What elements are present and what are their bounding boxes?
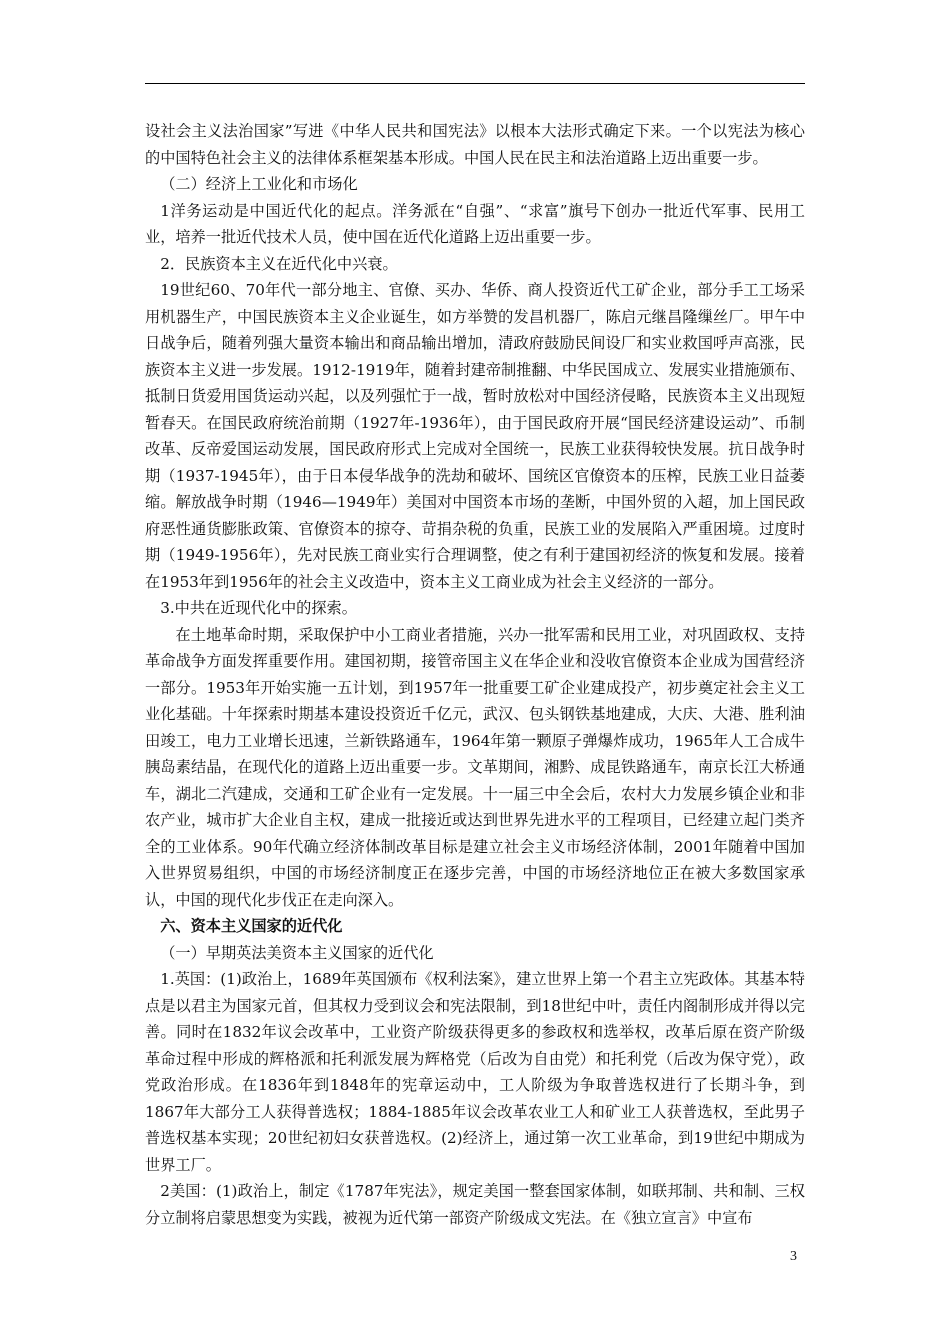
paragraph-westernization: 1洋务运动是中国近代化的起点。洋务派在“自强”、“求富”旗号下创办一批近代军事、民用工业，培养一批近代技术人员，使中国在近代化道路上迈出重要一步。 — [145, 201, 805, 246]
section-heading-economy: （二）经济上工业化和市场化 — [160, 175, 358, 193]
paragraph-1: 设社会主义法治国家”写进《中华人民共和国宪法》以根本大法形式确定下来。一个以宪法为核心的中国特色社会主义的法律体系框架基本形成。中国人民在民主和法治道路上迈出重要一步。 — [145, 122, 805, 167]
subheading-national-capitalism: 2．民族资本主义在近代化中兴衰。 — [160, 254, 398, 273]
page-number: 3 — [790, 1249, 797, 1264]
subheading-early-capitalist: （一）早期英法美资本主义国家的近代化 — [160, 943, 434, 962]
body-text — [145, 118, 805, 1231]
header-rule — [145, 83, 805, 84]
paragraph-usa: 2美国：(1)政治上，制定《1787年宪法》，规定美国一整套国家体制，如联邦制、共和制、三权分立制将启蒙思想变为实践，被视为近代第一部资产阶级成文宪法。在《独立宣言》中宣布 — [145, 1182, 805, 1227]
paragraph-ccp-exploration: 在土地革命时期，采取保护中小工商业者措施，兴办一批军需和民用工业，对巩固政权、支持革命战争方面发挥重要作用。建国初期，接管帝国主义在华企业和没收官僚资本企业成为国营经济一部分。1953年开始实施一五计划，到1957年一批重要工矿企业建成投产，初步奠定社会主义工业化基础。十年探索时期基本建设投资近千亿元，武汉、包头钢铁基地建成，大庆、大港、胜利油田竣工，电力工业增长迅速，兰新铁路通车，1964年第一颗原子弹爆炸成功，1965年人工合成牛胰岛素结晶，在现代化的道路上迈出重要一步。文革期间，湘黔、成昆铁路通车，南京长江大桥通车，湖北二汽建成，交通和工矿企业有一定发展。十一届三中全会后，农村大力发展乡镇企业和非农产业，城市扩大企业自主权，建成一批接近或达到世界先进水平的工程项目，已经建立起门类齐全的工业体系。90年代确立经济体制改革目标是建立社会主义市场经济体制，2001年随着中国加入世界贸易组织，中国的市场经济制度正在逐步完善，中国的市场经济地位正在被大多数国家承认，中国的现代化步伐正在走向深入。 — [145, 625, 805, 909]
subheading-ccp-exploration: 3.中共在近现代化中的探索。 — [160, 599, 357, 617]
paragraph-britain: 1.英国：(1)政治上，1689年英国颁布《权利法案》，建立世界上第一个君主立宪政体。其基本特点是以君主为国家元首，但其权力受到议会和宪法限制，到18世纪中叶，责任内阁制形成并得以完善。同时在1832年议会改革中，工业资产阶级获得更多的参政权和选举权，改革后原在资产阶级革命过程中形成的辉格派和托利派发展为辉格党（后改为自由党）和托利党（后改为保守党），政党政治形成。在1836年到1848年的宪章运动中，工人阶级为争取普选权进行了长期斗争，到1867年大部分工人获得普选权；1884-1885年议会改革农业工人和矿业工人获普选权，至此男子普选权基本实现；20世纪初妇女获普选权。(2)经济上，通过第一次工业革命，到19世纪中期成为世界工厂。 — [145, 970, 805, 1174]
paragraph-national-capitalism: 19世纪60、70年代一部分地主、官僚、买办、华侨、商人投资近代工矿企业，部分手工工场采用机器生产，中国民族资本主义企业诞生，如方举赞的发昌机器厂，陈启元继昌隆缫丝厂。甲午中日战争后，随着列强大量资本输出和商品输出增加，清政府鼓励民间设厂和实业救国呼声高涨，民族资本主义进一步发展。1912-1919年，随着封建帝制推翻、中华民国成立、发展实业措施颁布、抵制日货爱用国货运动兴起，以及列强忙于一战，暂时放松对中国经济侵略，民族资本主义出现短暂春天。在国民政府统治前期（1927年-1936年），由于国民政府开展“国民经济建设运动”、币制改革、反帝爱国运动发展，国民政府形式上完成对全国统一，民族工业获得较快发展。抗日战争时期（1937-1945年），由于日本侵华战争的洗劫和破坏、国统区官僚资本的压榨，民族工业日益萎缩。解放战争时期（1946—1949年）美国对中国资本市场的垄断，中国外贸的入超，加上国民政府恶性通货膨胀政策、官僚资本的掠夺、苛捐杂税的负重，民族工业的发展陷入严重困境。过度时期（1949-1956年），先对民族工商业实行合理调整，使之有利于建国初经济的恢复和发展。接着在1953年到1956年的社会主义改造中，资本主义工商业成为社会主义经济的一部分。 — [145, 281, 805, 591]
section-heading-capitalist-countries: 六、资本主义国家的近代化 — [160, 917, 343, 935]
